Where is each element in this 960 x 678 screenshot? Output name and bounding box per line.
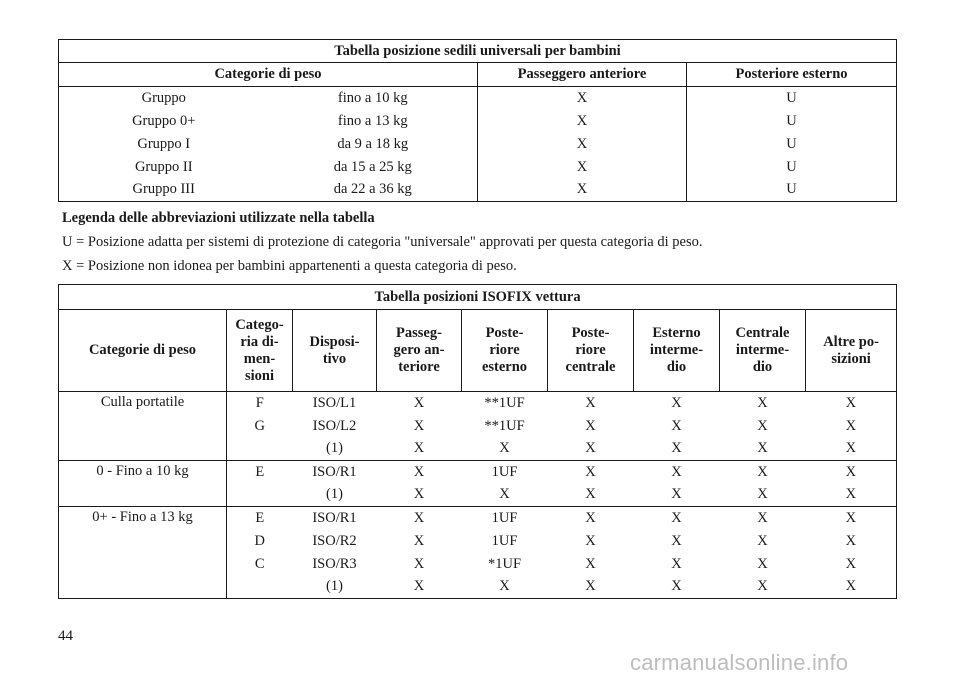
isofix-positions-table	[58, 284, 897, 599]
table2-header-cell	[377, 310, 462, 392]
table2-cell: X	[377, 392, 462, 415]
table2-header-line: Catego-	[235, 316, 284, 333]
table2-header-cell	[59, 310, 227, 392]
table1-header-front: Passeggero anteriore	[478, 63, 687, 87]
table2-cell: X	[757, 440, 768, 457]
table2-header-line: Categorie di peso	[88, 342, 197, 358]
universal-seats-table	[58, 39, 897, 202]
table2-title: Tabella posizioni ISOFIX vettura	[59, 285, 897, 310]
table2-header-line: Centrale	[735, 325, 790, 341]
table2-cell: X	[757, 417, 768, 434]
table2-header-line: sizioni	[831, 350, 871, 367]
table2-cell: X	[585, 417, 596, 434]
table2-cell: (1)	[326, 486, 343, 503]
table1-title: Tabella posizione sedili universali per bambini	[59, 40, 897, 63]
table2-header-line: interme-	[735, 342, 790, 358]
table1-cell: Gruppo III	[59, 179, 269, 202]
table2-cell: X	[671, 440, 682, 457]
table2-cell: X	[806, 438, 897, 461]
table2-cell: F	[227, 392, 293, 415]
table2-cell: X	[634, 507, 720, 530]
legend-u-line: U = Posizione adatta per sistemi di protezione di categoria "universale" approvati per questa categoria di peso.	[62, 234, 703, 250]
table1-cell: U	[687, 87, 897, 110]
table2-header-line: teriore	[398, 359, 440, 375]
table2-cell: X	[634, 392, 720, 415]
table2-cell: 1UF	[491, 532, 518, 549]
table2-header-line: Disposi-	[309, 333, 360, 350]
weight-category: Culla portatile	[59, 392, 227, 461]
table2-cell: X	[548, 576, 634, 599]
legend-x-line: X = Posizione non idonea per bambini appartenenti a questa categoria di peso.	[62, 258, 517, 274]
table2-cell: ISO/L1	[293, 392, 377, 415]
table2-header-cell	[462, 310, 548, 392]
table2-cell: X	[671, 532, 682, 549]
table2-cell: X	[499, 486, 510, 503]
table2-cell	[227, 438, 293, 461]
table2-header-cell	[720, 310, 806, 392]
table1-cell: X	[478, 179, 687, 202]
table1-row	[59, 179, 897, 202]
table2-cell: E	[227, 461, 293, 484]
table2-cell: X	[413, 417, 425, 434]
table1-row	[59, 133, 897, 156]
table2-cell: X	[548, 392, 634, 415]
table1-row	[59, 110, 897, 133]
table2-header-line: Passeg-	[396, 325, 442, 341]
table2-header-line: tivo	[322, 350, 347, 367]
table2-header-line: centrale	[565, 359, 616, 375]
table2-cell: X	[413, 555, 425, 572]
table2-cell: X	[671, 486, 682, 503]
table2-header-line: men-	[243, 350, 276, 367]
table2-cell: X	[806, 415, 897, 438]
table2-header-line: dio	[752, 359, 773, 375]
table1-cell: da 22 a 36 kg	[269, 179, 478, 202]
table2-cell: X	[413, 440, 425, 457]
table2-cell: X	[413, 486, 425, 503]
table2-cell: X	[806, 461, 897, 484]
table2-cell: ISO/R3	[312, 555, 357, 572]
table2-cell: X	[757, 532, 768, 549]
table2-header-line: gero an-	[393, 342, 445, 358]
table2-row	[59, 392, 897, 415]
table2-header-line: riore	[489, 342, 520, 358]
table2-cell	[227, 576, 293, 599]
table2-row	[59, 461, 897, 484]
table2-cell: X	[413, 532, 425, 549]
table2-header-line: Poste-	[485, 325, 524, 341]
table2-cell: X	[757, 486, 768, 503]
table2-header-cell	[293, 310, 377, 392]
table2-cell: X	[377, 461, 462, 484]
table2-cell: ISO/R1	[293, 507, 377, 530]
table2-cell: X	[806, 576, 897, 599]
table1-cell: fino a 13 kg	[269, 110, 478, 133]
table2-cell: X	[634, 461, 720, 484]
table2-header-line: riore	[575, 342, 606, 358]
table2-header-cell	[634, 310, 720, 392]
table2-header-line: sioni	[244, 367, 274, 384]
table2-cell: X	[806, 507, 897, 530]
table2-cell: X	[806, 530, 897, 553]
table1-cell: X	[478, 87, 687, 110]
table2-cell: ISO/R1	[293, 461, 377, 484]
weight-category: 0+ - Fino a 13 kg	[59, 507, 227, 599]
table2-cell: X	[806, 484, 897, 507]
table2-cell: X	[757, 555, 768, 572]
table2-cell: X	[585, 440, 596, 457]
table2-cell: ISO/R2	[312, 532, 357, 549]
table2-cell: X	[548, 507, 634, 530]
watermark: carmanualsonline.info	[630, 650, 849, 675]
table1-cell: fino a 10 kg	[269, 87, 478, 110]
table1-row	[59, 87, 897, 110]
table2-cell: E	[227, 507, 293, 530]
table2-row	[59, 507, 897, 530]
table1-cell: U	[687, 179, 897, 202]
table1-cell: X	[478, 133, 687, 156]
table1-cell: U	[687, 133, 897, 156]
table2-header-line: ria di-	[240, 333, 279, 350]
table1-cell: Gruppo II	[59, 156, 269, 179]
table2-cell	[227, 484, 293, 507]
table2-header-line: Poste-	[571, 325, 610, 341]
table2-header-line: Esterno	[652, 325, 701, 341]
table1-header-weight: Categorie di peso	[59, 63, 478, 87]
table2-header-cell	[227, 310, 293, 392]
table2-cell: X	[585, 486, 596, 503]
table2-cell: X	[806, 553, 897, 576]
table2-cell: X	[462, 576, 548, 599]
table1-cell: U	[687, 156, 897, 179]
table1-header-rear: Posteriore esterno	[687, 63, 897, 87]
table2-cell: X	[585, 532, 596, 549]
table2-cell: X	[377, 576, 462, 599]
table2-cell: X	[671, 555, 682, 572]
table2-header-cell	[548, 310, 634, 392]
table2-cell: X	[720, 461, 806, 484]
table2-cell: ISO/L2	[312, 417, 357, 434]
page-number: 44	[58, 628, 73, 644]
table2-cell: (1)	[326, 440, 343, 457]
table2-cell: D	[254, 532, 265, 549]
table2-header-line: Altre po-	[823, 333, 879, 350]
table1-cell: Gruppo I	[59, 133, 269, 156]
table1-row	[59, 156, 897, 179]
table2-cell: G	[254, 417, 265, 434]
table2-cell: X	[548, 461, 634, 484]
table2-cell: **1UF	[462, 392, 548, 415]
table1-cell: Gruppo 0+	[59, 110, 269, 133]
table2-cell: 1UF	[462, 461, 548, 484]
table2-header-line: dio	[666, 359, 687, 375]
table2-cell: X	[720, 392, 806, 415]
table2-cell: X	[720, 576, 806, 599]
table1-cell: X	[478, 156, 687, 179]
table1-cell: U	[687, 110, 897, 133]
table1-cell: Gruppo	[59, 87, 269, 110]
table2-cell: X	[671, 417, 682, 434]
table2-cell: (1)	[293, 576, 377, 599]
weight-category: 0 - Fino a 10 kg	[59, 461, 227, 507]
table2-cell: C	[254, 555, 265, 572]
table2-header-line: interme-	[649, 342, 704, 358]
table2-cell: X	[720, 507, 806, 530]
table2-cell: 1UF	[462, 507, 548, 530]
table2-cell: *1UF	[487, 555, 522, 572]
table2-cell: X	[585, 555, 596, 572]
table2-header-line: esterno	[481, 359, 528, 375]
table2-cell: X	[499, 440, 510, 457]
legend-title: Legenda delle abbreviazioni utilizzate nella tabella	[62, 210, 375, 226]
table1-cell: X	[478, 110, 687, 133]
table1-cell: da 9 a 18 kg	[269, 133, 478, 156]
table1-cell: da 15 a 25 kg	[269, 156, 478, 179]
table2-cell: **1UF	[484, 417, 525, 434]
table2-cell: X	[377, 507, 462, 530]
table2-header-cell	[806, 310, 897, 392]
table2-cell: X	[634, 576, 720, 599]
table2-cell: X	[806, 392, 897, 415]
